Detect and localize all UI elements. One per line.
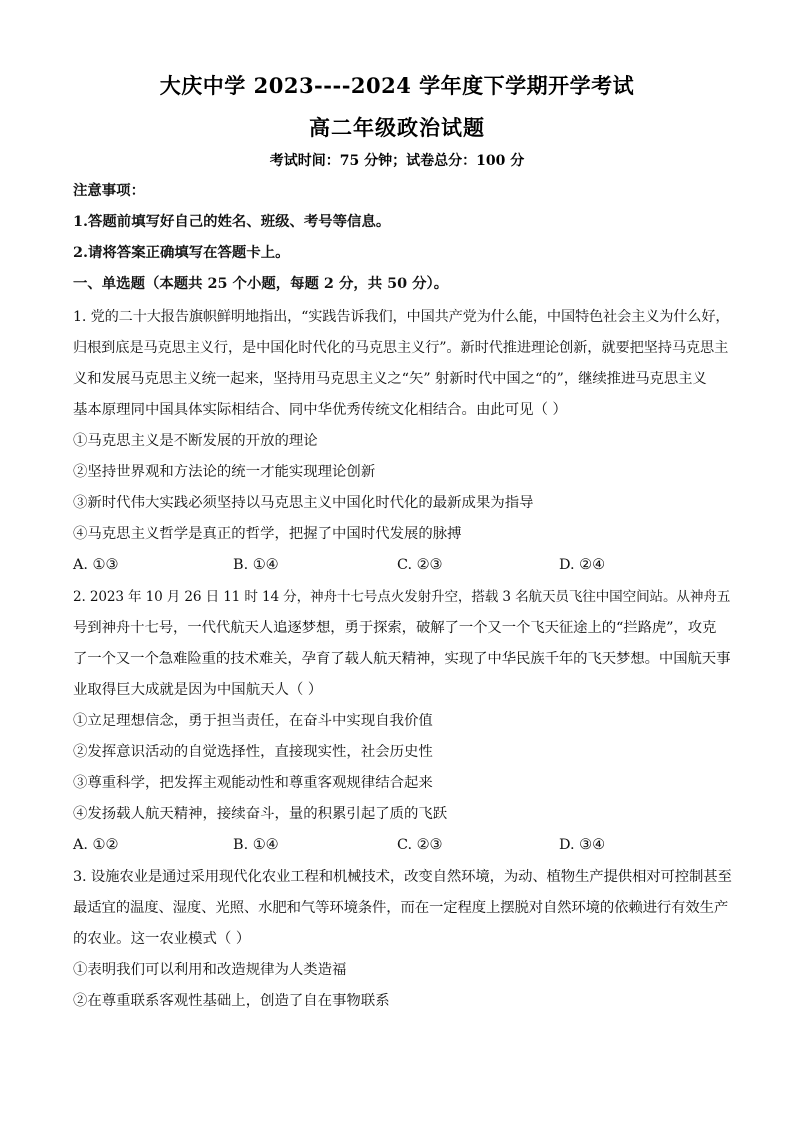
notice-item-2: 2.请将答案正确填写在答题卡上。 xyxy=(73,244,290,261)
q1-stem-line: 归根到底是马克思主义行，是中国化时代化的马克思主义行”。新时代推进理论创新，就要把坚持马克思主 xyxy=(73,340,729,356)
q1-option-a[interactable]: A. ①③ xyxy=(73,557,119,573)
q1-statement: ④马克思主义哲学是真正的哲学，把握了中国时代发展的脉搏 xyxy=(73,526,462,542)
q1-option-c[interactable]: C. ②③ xyxy=(397,557,443,573)
q2-stem-line: 业取得巨大成就是因为中国航天人（ ） xyxy=(73,682,323,698)
q2-statement: ②发挥意识活动的自觉选择性，直接现实性，社会历史性 xyxy=(73,744,433,760)
q1-stem-line: 1. 党的二十大报告旗帜鲜明地指出，“实践告诉我们，中国共产党为什么能，中国特色社会主义为什么好， xyxy=(73,309,730,325)
q2-stem-line: 了一个又一个急难险重的技术难关，孕育了载人航天精神，实现了中华民族千年的飞天梦想。中国航天事 xyxy=(73,651,731,667)
q2-option-a[interactable]: A. ①② xyxy=(73,837,119,853)
q1-stem-line: 义和发展马克思主义统一起来，坚持用马克思主义之“矢” 射新时代中国之“的”，继续推进马克思主义 xyxy=(73,371,707,387)
exam-info: 考试时间：75 分钟；试卷总分：100 分 xyxy=(269,153,525,169)
exam-title: 大庆中学 2023----2024 学年度下学期开学考试 xyxy=(159,73,635,98)
q1-option-b[interactable]: B. ①④ xyxy=(233,557,279,573)
q2-option-d[interactable]: D. ③④ xyxy=(559,837,605,853)
q1-statement: ①马克思主义是不断发展的开放的理论 xyxy=(73,433,318,449)
q3-statement: ②在尊重联系客观性基础上，创造了自在事物联系 xyxy=(73,993,390,1009)
q3-stem-line: 最适宜的温度、湿度、光照、水肥和气等环境条件，而在一定程度上摆脱对自然环境的依赖进行有效生产 xyxy=(73,900,729,916)
q2-option-b[interactable]: B. ①④ xyxy=(233,837,279,853)
q3-stem-line: 3. 设施农业是通过采用现代化农业工程和机械技术，改变自然环境，为动、植物生产提供相对可控制甚至 xyxy=(73,869,732,885)
q2-stem-line: 号到神舟十七号，一代代航天人追逐梦想，勇于探索，破解了一个又一个飞天征途上的“拦路虎”，攻克 xyxy=(73,620,717,636)
q1-stem-line: 基本原理同中国具体实际相结合、同中华优秀传统文化相结合。由此可见（ ） xyxy=(73,402,567,418)
q2-option-c[interactable]: C. ②③ xyxy=(397,837,443,853)
q1-statement: ③新时代伟大实践必须坚持以马克思主义中国化时代化的最新成果为指导 xyxy=(73,495,534,511)
notice-item-1: 1.答题前填写好自己的姓名、班级、考号等信息。 xyxy=(73,213,391,230)
q2-stem-line: 2. 2023 年 10 月 26 日 11 时 14 分，神舟十七号点火发射升空，搭载 3 名航天员飞往中国空间站。从神舟五 xyxy=(73,589,731,605)
q2-statement: ③尊重科学，把发挥主观能动性和尊重客观规律结合起来 xyxy=(73,775,433,791)
q2-statement: ④发扬载人航天精神，接续奋斗，量的积累引起了质的飞跃 xyxy=(73,806,448,822)
q3-stem-line: 的农业。这一农业模式（ ） xyxy=(73,931,251,947)
q1-option-d[interactable]: D. ②④ xyxy=(559,557,605,573)
q1-statement: ②坚持世界观和方法论的统一才能实现理论创新 xyxy=(73,464,376,480)
notice-heading: 注意事项： xyxy=(73,182,145,199)
q3-statement: ①表明我们可以利用和改造规律为人类造福 xyxy=(73,962,347,978)
q2-statement: ①立足理想信念，勇于担当责任，在奋斗中实现自我价值 xyxy=(73,713,433,729)
section-heading: 一、单选题（本题共 25 个小题，每题 2 分，共 50 分）。 xyxy=(73,275,449,292)
exam-subtitle: 高二年级政治试题 xyxy=(309,115,485,140)
